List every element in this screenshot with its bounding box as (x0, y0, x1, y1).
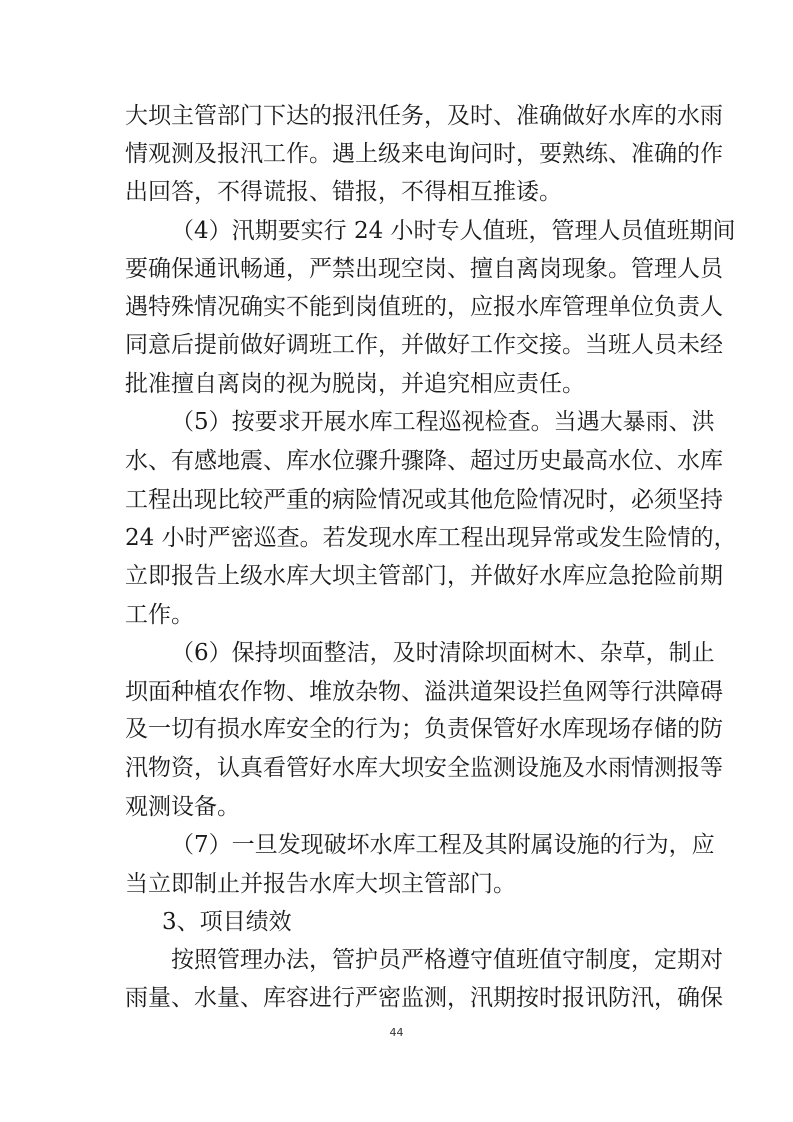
text-line: 大坝主管部门下达的报汛任务，及时、准确做好水库的水雨 (125, 103, 723, 129)
text-line: 当立即制止并报告水库大坝主管部门。 (125, 871, 516, 897)
text-line: 水、有感地震、库水位骤升骤降、超过历史最高水位、水库 (125, 448, 723, 474)
text-line: 立即报告上级水库大坝主管部门，并做好水库应急抢险前期 (125, 563, 723, 589)
text-line: 遇特殊情况确实不能到岗值班的，应报水库管理单位负责人 (125, 294, 723, 320)
text-line: 汛物资，认真看管好水库大坝安全监测设施及水雨情测报等 (125, 755, 723, 781)
text-line: 雨量、水量、库容进行严密监测，汛期按时报讯防汛，确保 (125, 985, 723, 1011)
text-line: 同意后提前做好调班工作，并做好工作交接。当班人员未经 (125, 332, 723, 358)
text-line: （5）按要求开展水库工程巡视检查。当遇大暴雨、洪 (171, 409, 715, 435)
text-line: （6）保持坝面整洁，及时清除坝面树木、杂草，制止 (171, 640, 715, 666)
text-line: 坝面种植农作物、堆放杂物、溢洪道架设拦鱼网等行洪障碍 (125, 679, 723, 705)
text-line: 要确保通讯畅通，严禁出现空岗、擅自离岗现象。管理人员 (125, 256, 723, 282)
page-number: 44 (389, 1026, 404, 1039)
text-line: 及一切有损水库安全的行为；负责保管好水库现场存储的防 (125, 716, 723, 742)
text-line: 情观测及报汛工作。遇上级来电询问时，要熟练、准确的作 (125, 141, 723, 167)
text-line: 批准擅自离岗的视为脱岗，并追究相应责任。 (125, 371, 585, 397)
text-line: 出回答，不得谎报、错报，不得相互推诿。 (125, 179, 562, 205)
section-heading: 3、项目绩效 (162, 909, 292, 935)
text-line: 按照管理办法，管护员严格遵守值班值守制度，定期对 (171, 947, 723, 973)
text-line: （7）一旦发现破坏水库工程及其附属设施的行为，应 (171, 832, 715, 858)
text-line: 工作。 (125, 602, 194, 628)
text-line: （4）汛期要实行 24 小时专人值班，管理人员值班期间 (171, 218, 736, 244)
text-line: 工程出现比较严重的病险情况或其他危险情况时，必须坚持 (125, 487, 723, 513)
text-line: 24 小时严密巡查。若发现水库工程出现异常或发生险情的， (125, 525, 737, 551)
text-line: 观测设备。 (125, 794, 240, 820)
